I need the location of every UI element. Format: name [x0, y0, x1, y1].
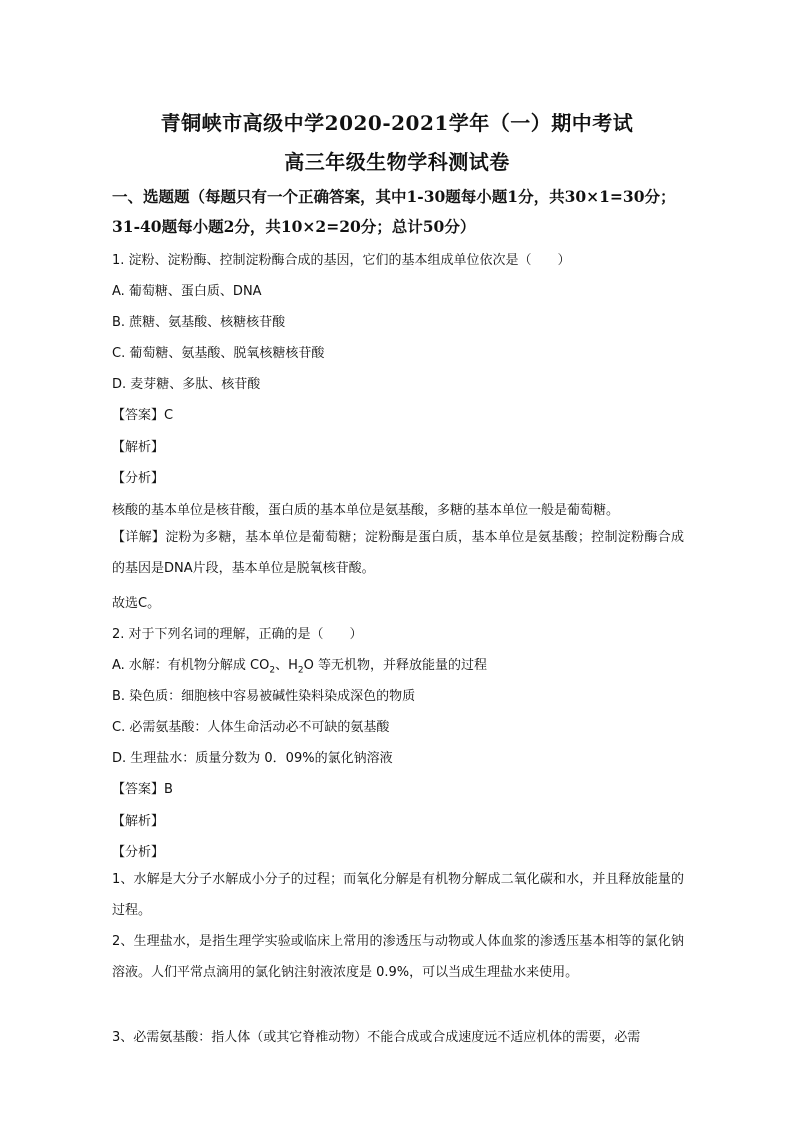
- question-2-stem: 2. 对于下列名词的理解，正确的是（ ）: [112, 627, 363, 642]
- question-1-option-a: A. 葡萄糖、蛋白质、DNA: [112, 284, 262, 299]
- section-heading-line2: 31-40题每小题2分，共10×2=20分；总计50分）: [112, 217, 476, 236]
- question-2-option-a: [112, 654, 487, 676]
- answer-value: C: [164, 408, 174, 423]
- question-1-conclusion: 故选C。: [112, 596, 161, 611]
- question-1-option-c: C. 葡萄糖、氨基酸、脱氧核糖核苷酸: [112, 346, 325, 361]
- question-1-fenxi-text: 核酸的基本单位是核苷酸，蛋白质的基本单位是氨基酸，多糖的基本单位一般是葡萄糖。: [112, 503, 620, 518]
- question-1-option-d: D. 麦芽糖、多肽、核苷酸: [112, 377, 261, 392]
- exam-subtitle: 高三年级生物学科测试卷: [284, 150, 510, 174]
- question-2-fenxi-tag: 【分析】: [112, 845, 165, 860]
- option-a-text-mid: 、H: [275, 658, 298, 673]
- question-2-point-2: 2、生理盐水，是指生理学实验或临床上常用的渗透压与动物或人体血浆的渗透压基本相等的氯化钠溶液。人们平常点滴用的氯化钠注射液浓度是 0.9%，可以当成生理盐水来使用。: [112, 934, 684, 980]
- detail-text: 淀粉为多糖，基本单位是葡萄糖；淀粉酶是蛋白质，基本单位是氨基酸；控制淀粉酶合成的基因是DNA片段，基本单位是脱氧核苷酸。: [112, 530, 684, 576]
- option-a-text-start: A. 水解：有机物分解成 CO: [112, 658, 270, 673]
- question-2-analysis-tag: 【解析】: [112, 814, 165, 829]
- exam-title: 青铜峡市高级中学2020-2021学年（一）期中考试: [160, 111, 634, 135]
- question-2-point-1: 1、水解是大分子水解成小分子的过程；而氧化分解是有机物分解成二氧化碳和水，并且释放能量的过程。: [112, 872, 684, 918]
- question-1-answer: [112, 404, 173, 423]
- question-2-option-c: C. 必需氨基酸：人体生命活动必不可缺的氨基酸: [112, 720, 390, 735]
- co2-subscript: 2: [269, 665, 276, 676]
- question-2-point-3: 3、必需氨基酸：指人体（或其它脊椎动物）不能合成或合成速度远不适应机体的需要，必需: [112, 1030, 641, 1045]
- section-heading-line1: 一、选题题（每题只有一个正确答案，其中1-30题每小题1分，共30×1=30分；: [112, 187, 676, 206]
- question-1-detail: [112, 522, 684, 584]
- question-1-analysis-tag: 【解析】: [112, 440, 165, 455]
- question-2-option-d: D. 生理盐水：质量分数为 0．09%的氯化钠溶液: [112, 751, 393, 766]
- question-2-option-b: B. 染色质：细胞核中容易被碱性染料染成深色的物质: [112, 689, 416, 704]
- answer-tag: 【答案】: [112, 782, 165, 797]
- question-1-stem: 1. 淀粉、淀粉酶、控制淀粉酶合成的基因，它们的基本组成单位依次是（ ）: [112, 253, 571, 268]
- section-heading: [112, 182, 692, 242]
- detail-tag: 【详解】: [112, 530, 166, 545]
- option-a-text-end: O 等无机物，并释放能量的过程: [303, 658, 487, 673]
- answer-tag: 【答案】: [112, 408, 165, 423]
- question-1-fenxi-tag: 【分析】: [112, 471, 165, 486]
- question-2-answer: [112, 778, 173, 797]
- h2o-subscript: 2: [297, 665, 304, 676]
- question-1-option-b: B. 蔗糖、氨基酸、核糖核苷酸: [112, 315, 286, 330]
- answer-value: B: [164, 782, 173, 797]
